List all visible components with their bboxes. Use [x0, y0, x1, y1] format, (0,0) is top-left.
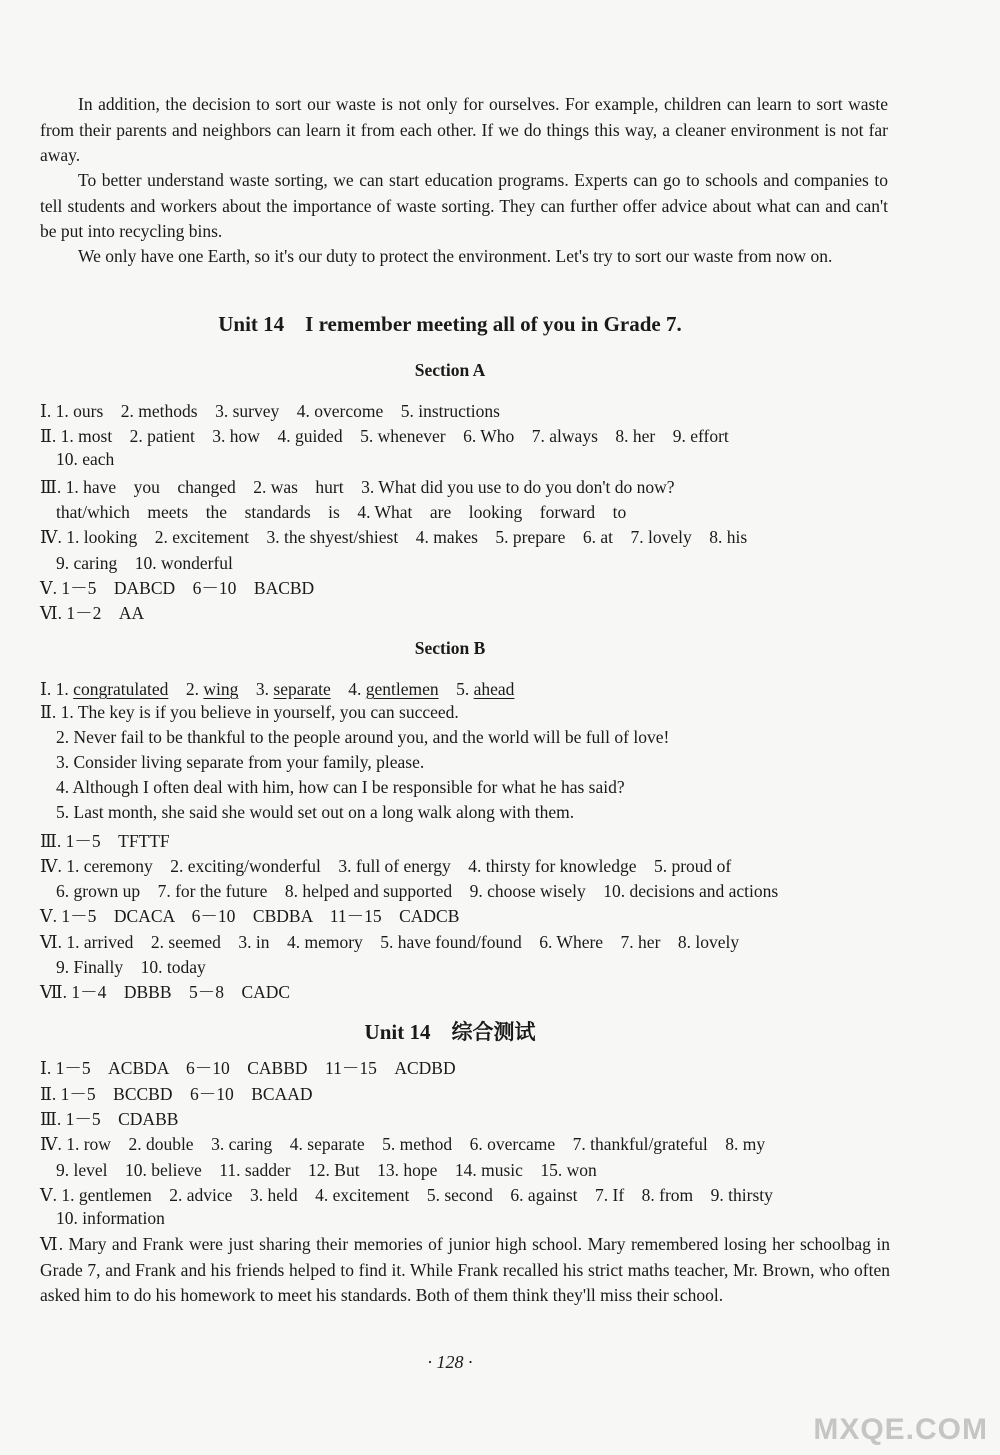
test-line: Ⅴ. 1. gentlemen 2. advice 3. held 4. excitement 5. second 6. against 7. If 8. from 9. thirsty [40, 1185, 773, 1205]
section-b-line: 5. Last month, she said she would set out on a long walk along with them. [56, 802, 575, 822]
section-b-line: 2. Never fail to be thankful to the people around you, and the world will be full of love! [56, 727, 670, 747]
section-a-title: Section A [414, 360, 486, 380]
test-line: Ⅱ. 1－5 BCCBD 6－10 BCAAD [40, 1084, 313, 1104]
intro-paragraph-2: To better understand waste sorting, we can start education programs. Experts can go to schools and companies to tell students and workers about the importance of waste sorting. They can further offer advice about what can and can't be put into recycling bins. [40, 170, 888, 241]
section-a-line: Ⅰ. 1. ours 2. methods 3. survey 4. overcome 5. instructions [40, 401, 500, 421]
section-b-line: Ⅶ. 1－4 DBBB 5－8 CADC [40, 982, 291, 1002]
section-a-line: 10. each [56, 449, 115, 469]
section-b-line: 6. grown up 7. for the future 8. helped and supported 9. choose wisely 10. decisions and actions [56, 881, 779, 901]
section-a-line: that/which meets the standards is 4. What are looking forward to [56, 502, 627, 522]
vocab-marker: 4. [330, 679, 366, 699]
section-a-line: 9. caring 10. wonderful [56, 553, 233, 573]
test-line: Ⅳ. 1. row 2. double 3. caring 4. separate 5. method 6. overcame 7. thankful/grateful 8. my [40, 1134, 766, 1154]
test-line: 9. level 10. believe 11. sadder 12. But 13. hope 14. music 15. won [56, 1160, 597, 1180]
section-b-line: 3. Consider living separate from your family, please. [56, 752, 425, 772]
page-number: · 128 · [427, 1352, 473, 1372]
watermark-logo: MXQE.COM [813, 1413, 988, 1446]
test-line: Ⅲ. 1－5 CDABB [40, 1109, 179, 1129]
vocab-word: ahead [473, 679, 515, 699]
section-b-line: Ⅲ. 1－5 TFTTF [40, 831, 170, 851]
vocab-marker: 2. [168, 679, 204, 699]
vocab-marker: 5. [438, 679, 474, 699]
section-b-line: Ⅵ. 1. arrived 2. seemed 3. in 4. memory 5. have found/found 6. Where 7. her 8. lovely [40, 932, 740, 952]
intro-paragraph-1: In addition, the decision to sort our waste is not only for ourselves. For example, children can learn to sort waste from their parents and neighbors can learn it from each other. If we do things this way, a cleaner environment is not far away. [40, 94, 888, 165]
section-b-line: Ⅱ. 1. The key is if you believe in yourself, you can succeed. [40, 702, 459, 722]
test-line: 10. information [56, 1208, 165, 1228]
vocab-word: separate [273, 679, 331, 699]
section-b-line: Ⅴ. 1－5 DCACA 6－10 CBDBA 11－15 CADCB [40, 906, 460, 926]
test-summary: Ⅵ. Mary and Frank were just sharing their memories of junior high school. Mary remembered losing her schoolbag in Grade 7, and Frank and his friends helped to find it. While Frank recalled his strict maths teacher, Mr. Brown, who often asked him to do his homework to meet his standards. Both of them think they'll miss their school. [40, 1234, 890, 1305]
vocab-word: gentlemen [365, 679, 439, 699]
section-b-line: 9. Finally 10. today [56, 957, 206, 977]
test-line: Ⅰ. 1－5 ACBDA 6－10 CABBD 11－15 ACDBD [40, 1058, 456, 1078]
vocab-word: wing [203, 679, 239, 699]
section-b-line: 4. Although I often deal with him, how can I be responsible for what he has said? [56, 777, 625, 797]
vocab-marker: 3. [238, 679, 274, 699]
section-b-vocab-line [40, 676, 514, 701]
section-a-line: Ⅲ. 1. have you changed 2. was hurt 3. What did you use to do you don't do now? [40, 477, 675, 497]
section-a-line: Ⅳ. 1. looking 2. excitement 3. the shyest/shiest 4. makes 5. prepare 6. at 7. lovely 8. his [40, 527, 748, 547]
test-title: Unit 14 综合测试 [364, 1020, 536, 1044]
section-b-title: Section B [414, 638, 486, 658]
intro-paragraph-3: We only have one Earth, so it's our duty to protect the environment. Let's try to sort our waste from now on. [78, 246, 833, 266]
unit-title: Unit 14 I remember meeting all of you in Grade 7. [218, 312, 682, 336]
section-a-line: Ⅵ. 1－2 AA [40, 603, 145, 623]
section-a-line: Ⅴ. 1－5 DABCD 6－10 BACBD [40, 578, 315, 598]
vocab-word: congratulated [73, 679, 169, 699]
section-b-line: Ⅳ. 1. ceremony 2. exciting/wonderful 3. full of energy 4. thirsty for knowledge 5. proud of [40, 856, 732, 876]
section-a-line: Ⅱ. 1. most 2. patient 3. how 4. guided 5. whenever 6. Who 7. always 8. her 9. effort [40, 426, 729, 446]
vocab-prefix: Ⅰ. 1. [40, 679, 74, 699]
